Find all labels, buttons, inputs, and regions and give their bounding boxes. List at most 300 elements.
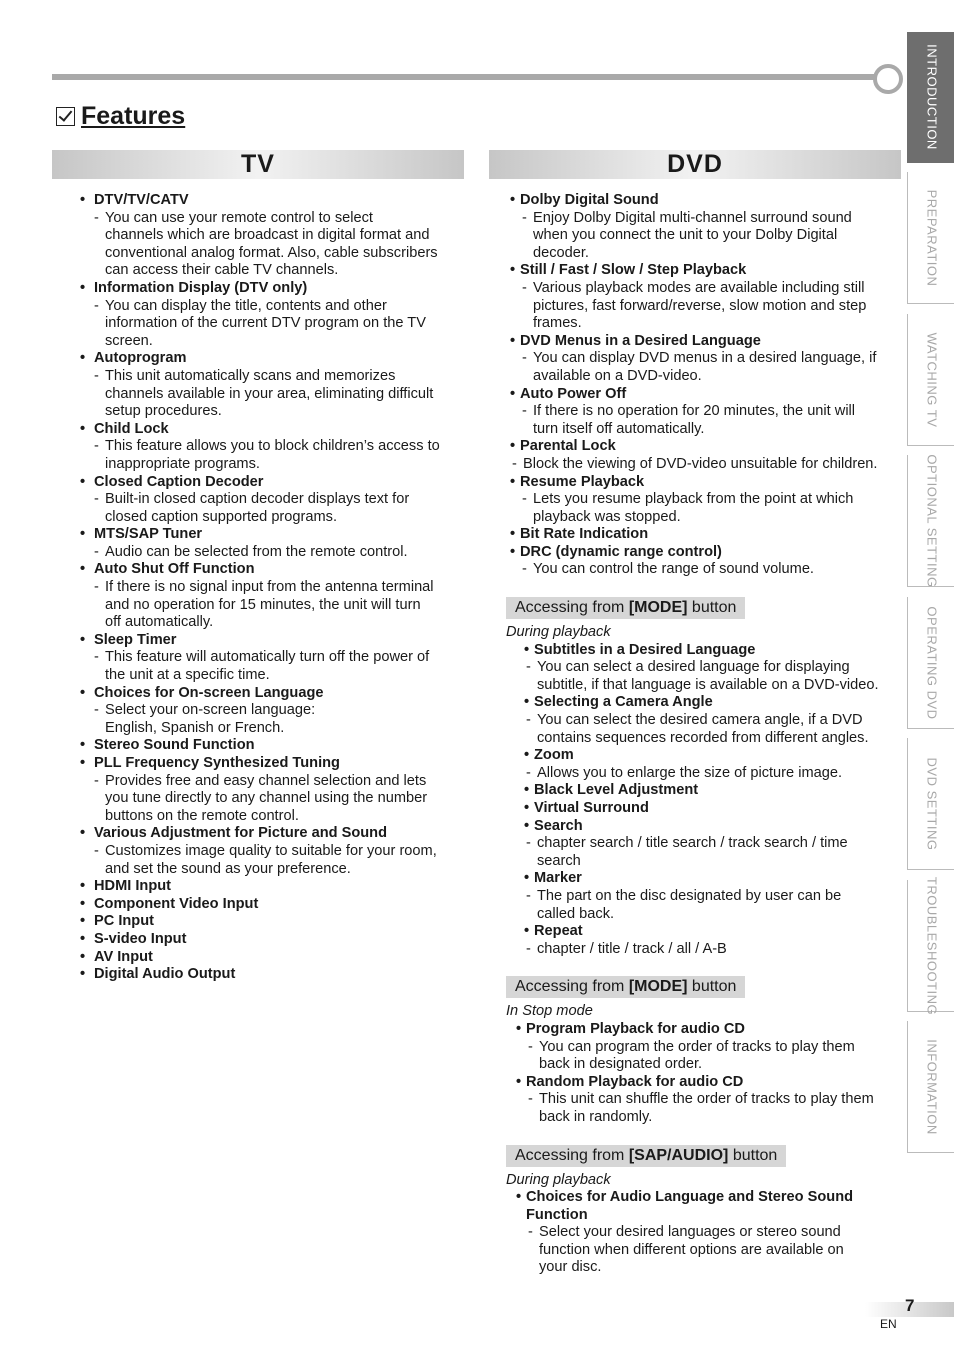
dash-spacer — [94, 667, 105, 685]
bullet-icon: • — [510, 526, 516, 543]
feature-description — [510, 280, 906, 298]
feature-description — [510, 561, 906, 579]
bullet-icon: • — [80, 825, 86, 842]
feature-description — [80, 544, 468, 562]
feature-description — [80, 456, 468, 474]
feature-description-text: You can program the order of tracks to play them — [539, 1038, 855, 1055]
bullet-icon: • — [510, 332, 516, 349]
feature-title — [80, 350, 468, 368]
bullet-icon: • — [80, 930, 86, 947]
dash-spacer — [94, 403, 105, 421]
section-subtitle: During playback — [506, 624, 611, 641]
bullet-icon: • — [524, 800, 530, 816]
feature-description — [524, 659, 906, 677]
feature-item — [510, 386, 906, 439]
feature-description-text: you tune directly to any channel using the number — [105, 790, 428, 807]
feature-description — [510, 245, 906, 263]
feature-item — [510, 474, 906, 527]
feature-item — [80, 421, 468, 474]
feature-title-text: Closed Caption Decoder — [94, 473, 264, 490]
feature-description — [524, 888, 906, 906]
feature-title-text: Parental Lock — [520, 438, 616, 455]
feature-description — [524, 765, 906, 783]
feature-title — [524, 923, 906, 941]
feature-title-text: Auto Power Off — [520, 385, 627, 402]
page-number: 7 — [905, 1296, 915, 1315]
feature-title-text: PLL Frequency Synthesized Tuning — [94, 755, 340, 771]
feature-title-text: Program Playback for audio CD — [526, 1020, 745, 1037]
feature-title — [80, 685, 468, 703]
dash-spacer — [94, 614, 105, 632]
dash: - — [94, 543, 99, 560]
dash: - — [528, 1038, 533, 1055]
feature-item — [80, 474, 468, 527]
sidebar-tab-label: DVD SETTING — [924, 757, 939, 850]
bullet-icon: • — [80, 526, 86, 543]
section-bar-key: [SAP/AUDIO] — [628, 1146, 729, 1164]
feature-title-text: Various Adjustment for Picture and Sound — [94, 825, 387, 842]
feature-description-text: chapter search / title search / track search / time — [537, 835, 848, 852]
dash-spacer — [94, 456, 105, 474]
feature-title-text: Information Display (DTV only) — [94, 279, 308, 296]
feature-description — [510, 491, 906, 509]
dash: - — [522, 350, 527, 367]
feature-title — [80, 737, 468, 755]
bullet-icon: • — [80, 684, 86, 701]
dash-spacer — [526, 906, 537, 924]
sidebar-tab-label: OPTIONAL SETTING — [924, 453, 939, 588]
feature-description — [524, 712, 906, 730]
feature-description — [510, 298, 906, 316]
feature-description-text: function when different options are available on — [539, 1241, 844, 1258]
feature-title — [524, 870, 906, 888]
feature-description-text: Enjoy Dolby Digital multi-channel surround sound — [533, 209, 852, 226]
dash-spacer — [528, 1259, 539, 1277]
bullet-icon: • — [524, 641, 530, 658]
section-bar-text: button — [687, 599, 737, 617]
feature-item — [516, 1074, 906, 1127]
feature-description-text: You can display DVD menus in a desired language, if — [533, 350, 877, 367]
dash-spacer — [522, 509, 533, 527]
dash-spacer — [94, 227, 105, 245]
bullet-icon: • — [510, 385, 516, 402]
sidebar-tab-label: INFORMATION — [924, 1038, 939, 1135]
feature-title — [510, 386, 906, 404]
sidebar-tab[interactable] — [907, 738, 954, 870]
feature-title — [524, 800, 906, 818]
feature-description-text: off automatically. — [105, 614, 214, 631]
feature-title-text: Child Lock — [94, 420, 169, 437]
feature-description-text: English, Spanish or French. — [105, 719, 285, 736]
feature-description-text: turn itself off automatically. — [533, 420, 705, 437]
feature-description-text: information of the current DTV program on the TV — [105, 315, 426, 332]
feature-description-text: channels available in your area, eliminating difficult — [105, 385, 434, 402]
feature-item — [524, 800, 906, 818]
feature-item — [524, 923, 906, 958]
feature-title-text: Black Level Adjustment — [534, 782, 699, 799]
feature-description-text: You can display the title, contents and other — [105, 297, 387, 314]
feature-title-text: Marker — [534, 870, 582, 887]
dash: - — [94, 438, 99, 455]
feature-description-text: Various playback modes are available including still — [533, 279, 865, 296]
bullet-icon: • — [80, 350, 86, 367]
bullet-icon: • — [80, 561, 86, 578]
feature-title-text: Autoprogram — [94, 350, 187, 367]
dash-spacer — [526, 677, 537, 695]
feature-description — [524, 677, 906, 695]
dash-spacer — [94, 315, 105, 333]
feature-title-text: Zoom — [534, 747, 574, 764]
feature-description — [80, 579, 468, 597]
bullet-icon: • — [524, 694, 530, 711]
feature-description — [524, 835, 906, 853]
feature-description — [80, 245, 468, 263]
section-bar — [506, 597, 745, 619]
feature-description-text: Select your on-screen language: — [105, 702, 316, 719]
dash: - — [94, 491, 99, 508]
feature-item — [80, 966, 468, 984]
feature-description-text: chapter / title / track / all / A-B — [537, 940, 727, 957]
feature-description-text: contains sequences recorded from different angles. — [537, 729, 869, 746]
section-bar-text: button — [728, 1146, 778, 1164]
feature-title-text: Repeat — [534, 923, 583, 940]
feature-item — [516, 1189, 906, 1277]
dash: - — [94, 842, 99, 859]
feature-description — [80, 667, 468, 685]
feature-description-text: This feature will automatically turn off the power of — [105, 649, 430, 666]
feature-title — [516, 1074, 906, 1092]
feature-description — [524, 906, 906, 924]
feature-title — [80, 632, 468, 650]
feature-description-text: Audio can be selected from the remote control. — [105, 543, 408, 560]
feature-description-text: Block the viewing of DVD-video unsuitable for children. — [523, 455, 878, 472]
mode-section — [506, 976, 906, 1126]
bullet-icon: • — [80, 737, 86, 754]
feature-title-text: Choices for On-screen Language — [94, 684, 324, 701]
bullet-icon: • — [524, 870, 530, 887]
feature-title — [80, 192, 468, 210]
feature-description-text: If there is no operation for 20 minutes, the unit will — [533, 403, 856, 420]
section-bar-text: Accessing from — [515, 1146, 629, 1164]
bullet-icon: • — [80, 631, 86, 648]
feature-title — [510, 262, 906, 280]
feature-title-text: AV Input — [94, 948, 153, 965]
bullet-icon: • — [80, 913, 86, 930]
page-title — [56, 102, 185, 131]
dash-spacer — [526, 853, 537, 871]
feature-item — [524, 818, 906, 871]
feature-title-text: Selecting a Camera Angle — [534, 694, 713, 711]
feature-description — [510, 227, 906, 245]
dash: - — [526, 659, 531, 676]
feature-description — [510, 350, 906, 368]
feature-item — [80, 755, 468, 825]
tv-feature-list — [80, 192, 468, 984]
feature-title — [80, 280, 468, 298]
feature-description-text: the unit at a specific time. — [105, 667, 270, 684]
feature-title — [80, 896, 468, 914]
feature-title — [80, 561, 468, 579]
header-rule-circle — [873, 64, 903, 94]
feature-title-text: PC Input — [94, 913, 154, 930]
feature-title-text: MTS/SAP Tuner — [94, 526, 203, 543]
feature-description-text: This unit can shuffle the order of tracks to play them — [539, 1091, 874, 1108]
sidebar-tab-label: WATCHING TV — [924, 332, 939, 427]
feature-description — [80, 649, 468, 667]
feature-description-text: If there is no signal input from the antenna terminal — [105, 579, 434, 596]
dash-spacer — [94, 245, 105, 263]
section-subtitle: During playback — [506, 1171, 611, 1188]
sidebar-tab-label: PREPARATION — [924, 189, 939, 286]
feature-title — [516, 1189, 906, 1207]
feature-item — [516, 1021, 906, 1074]
feature-item — [80, 931, 468, 949]
dash-spacer — [528, 1056, 539, 1074]
dvd-column-header: DVD — [489, 150, 901, 179]
feature-item — [80, 280, 468, 350]
dash: - — [94, 209, 99, 226]
dash: - — [526, 887, 531, 904]
feature-description-text: Select your desired languages or stereo sound — [539, 1224, 841, 1241]
feature-description — [80, 333, 468, 351]
feature-description-text: closed caption supported programs. — [105, 508, 338, 525]
feature-title-text: DTV/TV/CATV — [94, 192, 189, 208]
dash-spacer — [522, 315, 533, 333]
feature-description-text: subtitle, if that language is available on a DVD-video. — [537, 676, 879, 693]
feature-item — [80, 878, 468, 896]
feature-title-text: S-video Input — [94, 930, 187, 947]
feature-description-text: inappropriate programs. — [105, 455, 260, 472]
feature-description-text: available on a DVD-video. — [533, 367, 702, 384]
feature-title — [80, 913, 468, 931]
feature-title — [524, 642, 906, 660]
feature-description-text: You can select the desired camera angle, if a DVD — [537, 712, 863, 729]
feature-item — [80, 896, 468, 914]
feature-title-text: Random Playback for audio CD — [526, 1073, 744, 1090]
feature-title — [524, 747, 906, 765]
bullet-icon: • — [510, 192, 516, 208]
feature-item — [510, 526, 906, 544]
bullet-icon: • — [524, 923, 530, 940]
dash-spacer — [94, 720, 105, 738]
feature-description-text: Lets you resume playback from the point at which — [533, 491, 854, 508]
feature-title-text: Auto Shut Off Function — [94, 561, 255, 578]
feature-description-text: decoder. — [533, 244, 589, 261]
dash: - — [522, 561, 527, 578]
bullet-spacer — [516, 1207, 526, 1225]
section-bar — [506, 976, 745, 998]
dash: - — [94, 702, 99, 719]
sidebar-tab[interactable] — [907, 172, 954, 304]
feature-description — [80, 702, 468, 720]
feature-description-text: your disc. — [539, 1259, 602, 1276]
feature-title — [524, 782, 906, 800]
feature-item — [80, 913, 468, 931]
feature-title-text: Search — [534, 817, 583, 834]
feature-description — [516, 1091, 906, 1109]
dash: - — [94, 297, 99, 314]
feature-description-text: playback was stopped. — [533, 508, 681, 525]
bullet-icon: • — [80, 192, 86, 208]
bullet-icon: • — [516, 1020, 522, 1037]
feature-item — [80, 632, 468, 685]
feature-title-text: Sleep Timer — [94, 631, 177, 648]
sidebar-tab-label: TROUBLESHOOTING — [924, 876, 939, 1015]
feature-item — [80, 949, 468, 967]
section-bar-text: button — [687, 978, 737, 996]
section-bar — [506, 1145, 786, 1167]
feature-description — [80, 298, 468, 316]
feature-title — [80, 878, 468, 896]
feature-description — [516, 1242, 906, 1260]
feature-description — [80, 210, 468, 228]
dash-spacer — [522, 298, 533, 316]
feature-description — [80, 315, 468, 333]
feature-item — [510, 192, 906, 262]
feature-description-text: Allows you to enlarge the size of picture image. — [537, 764, 843, 781]
feature-item — [80, 825, 468, 878]
dash: - — [94, 367, 99, 384]
feature-description — [80, 491, 468, 509]
feature-title — [510, 192, 906, 210]
feature-description — [80, 368, 468, 386]
feature-title-text: Choices for Audio Language and Stereo Sound — [526, 1189, 854, 1206]
feature-title — [510, 474, 906, 492]
bullet-icon: • — [80, 755, 86, 771]
feature-title-text: Bit Rate Indication — [520, 526, 649, 543]
mode-section — [506, 597, 906, 958]
feature-description-text: This feature allows you to block children’s access to — [105, 438, 440, 455]
bullet-icon: • — [510, 262, 516, 279]
dash-spacer — [94, 333, 105, 351]
feature-title-text: Virtual Surround — [534, 800, 649, 816]
feature-description — [510, 421, 906, 439]
feature-title — [516, 1021, 906, 1039]
feature-description — [524, 853, 906, 871]
section-subtitle: In Stop mode — [506, 1003, 593, 1020]
dash: - — [522, 279, 527, 296]
bullet-icon: • — [80, 966, 86, 983]
dash-spacer — [522, 421, 533, 439]
sidebar-tab[interactable] — [907, 455, 954, 587]
feature-description — [510, 210, 906, 228]
dash: - — [526, 940, 531, 957]
bullet-icon: • — [510, 473, 516, 490]
feature-description-text: The part on the disc designated by user can be — [537, 887, 842, 904]
feature-title — [80, 966, 468, 984]
feature-description-text: screen. — [105, 332, 153, 349]
dash-spacer — [94, 790, 105, 808]
feature-description — [80, 614, 468, 632]
feature-description — [80, 597, 468, 615]
section-feature-list — [510, 642, 906, 959]
feature-description — [80, 773, 468, 791]
feature-description-text: channels which are broadcast in digital format and — [105, 227, 430, 244]
feature-item — [524, 782, 906, 800]
feature-description-text: You can control the range of sound volume. — [533, 561, 814, 578]
feature-description — [80, 438, 468, 456]
dash-spacer — [94, 509, 105, 527]
feature-description-text: back in designated order. — [539, 1056, 703, 1073]
feature-item — [80, 737, 468, 755]
header-rule — [52, 74, 878, 80]
feature-description — [510, 509, 906, 527]
dash-spacer — [94, 262, 105, 280]
checkbox-icon — [56, 107, 75, 126]
dash-spacer — [94, 597, 105, 615]
feature-title — [510, 526, 906, 544]
feature-title — [80, 755, 468, 773]
feature-title-text: Subtitles in a Desired Language — [534, 641, 756, 658]
feature-title — [80, 825, 468, 843]
feature-description — [80, 403, 468, 421]
bullet-icon: • — [80, 948, 86, 965]
bullet-icon: • — [80, 420, 86, 437]
feature-description-text: Built-in closed caption decoder displays text for — [105, 491, 410, 508]
feature-description — [510, 456, 906, 474]
feature-title-text: Function — [526, 1206, 588, 1223]
feature-description — [516, 1109, 906, 1127]
feature-description-text: pictures, fast forward/reverse, slow motion and step — [533, 297, 867, 314]
feature-description-text: and set the sound as your preference. — [105, 860, 351, 877]
bullet-icon: • — [524, 747, 530, 764]
feature-description-text: You can use your remote control to select — [105, 209, 373, 226]
dash-spacer — [94, 386, 105, 404]
section-feature-list — [510, 1021, 906, 1127]
dash: - — [94, 772, 99, 789]
feature-description — [516, 1224, 906, 1242]
feature-title — [516, 1207, 906, 1225]
feature-description-text: called back. — [537, 905, 615, 922]
tv-column-header: TV — [52, 150, 464, 179]
feature-description — [510, 403, 906, 421]
bullet-icon: • — [80, 895, 86, 912]
sidebar-tab[interactable] — [907, 876, 954, 1015]
feature-description — [510, 315, 906, 333]
section-bar-text: Accessing from — [515, 978, 629, 996]
dash-spacer — [522, 368, 533, 386]
feature-item — [524, 694, 906, 747]
feature-description — [524, 941, 906, 959]
sidebar-tab[interactable] — [907, 597, 954, 729]
feature-description — [80, 843, 468, 861]
bullet-icon: • — [516, 1073, 522, 1090]
dash: - — [522, 209, 527, 226]
sidebar-tab[interactable] — [907, 1021, 954, 1153]
dash-spacer — [94, 861, 105, 879]
bullet-icon: • — [510, 438, 516, 455]
feature-description-text: back in randomly. — [539, 1108, 653, 1125]
feature-item — [80, 685, 468, 738]
feature-description — [80, 861, 468, 879]
section-bar-key: [MODE] — [628, 978, 688, 996]
sidebar-tab[interactable] — [907, 314, 954, 446]
feature-title-text: HDMI Input — [94, 878, 172, 895]
bullet-icon: • — [524, 817, 530, 834]
feature-description — [516, 1056, 906, 1074]
feature-title-text: DVD Menus in a Desired Language — [520, 332, 761, 349]
feature-title-text: DRC (dynamic range control) — [520, 543, 722, 560]
feature-title — [524, 818, 906, 836]
sidebar-tab[interactable] — [907, 32, 954, 163]
feature-description — [80, 808, 468, 826]
feature-description — [516, 1039, 906, 1057]
feature-title-text: Digital Audio Output — [94, 966, 236, 983]
dash-spacer — [526, 730, 537, 748]
bullet-icon: • — [80, 473, 86, 490]
feature-description — [516, 1259, 906, 1277]
feature-title-text: Component Video Input — [94, 895, 259, 912]
